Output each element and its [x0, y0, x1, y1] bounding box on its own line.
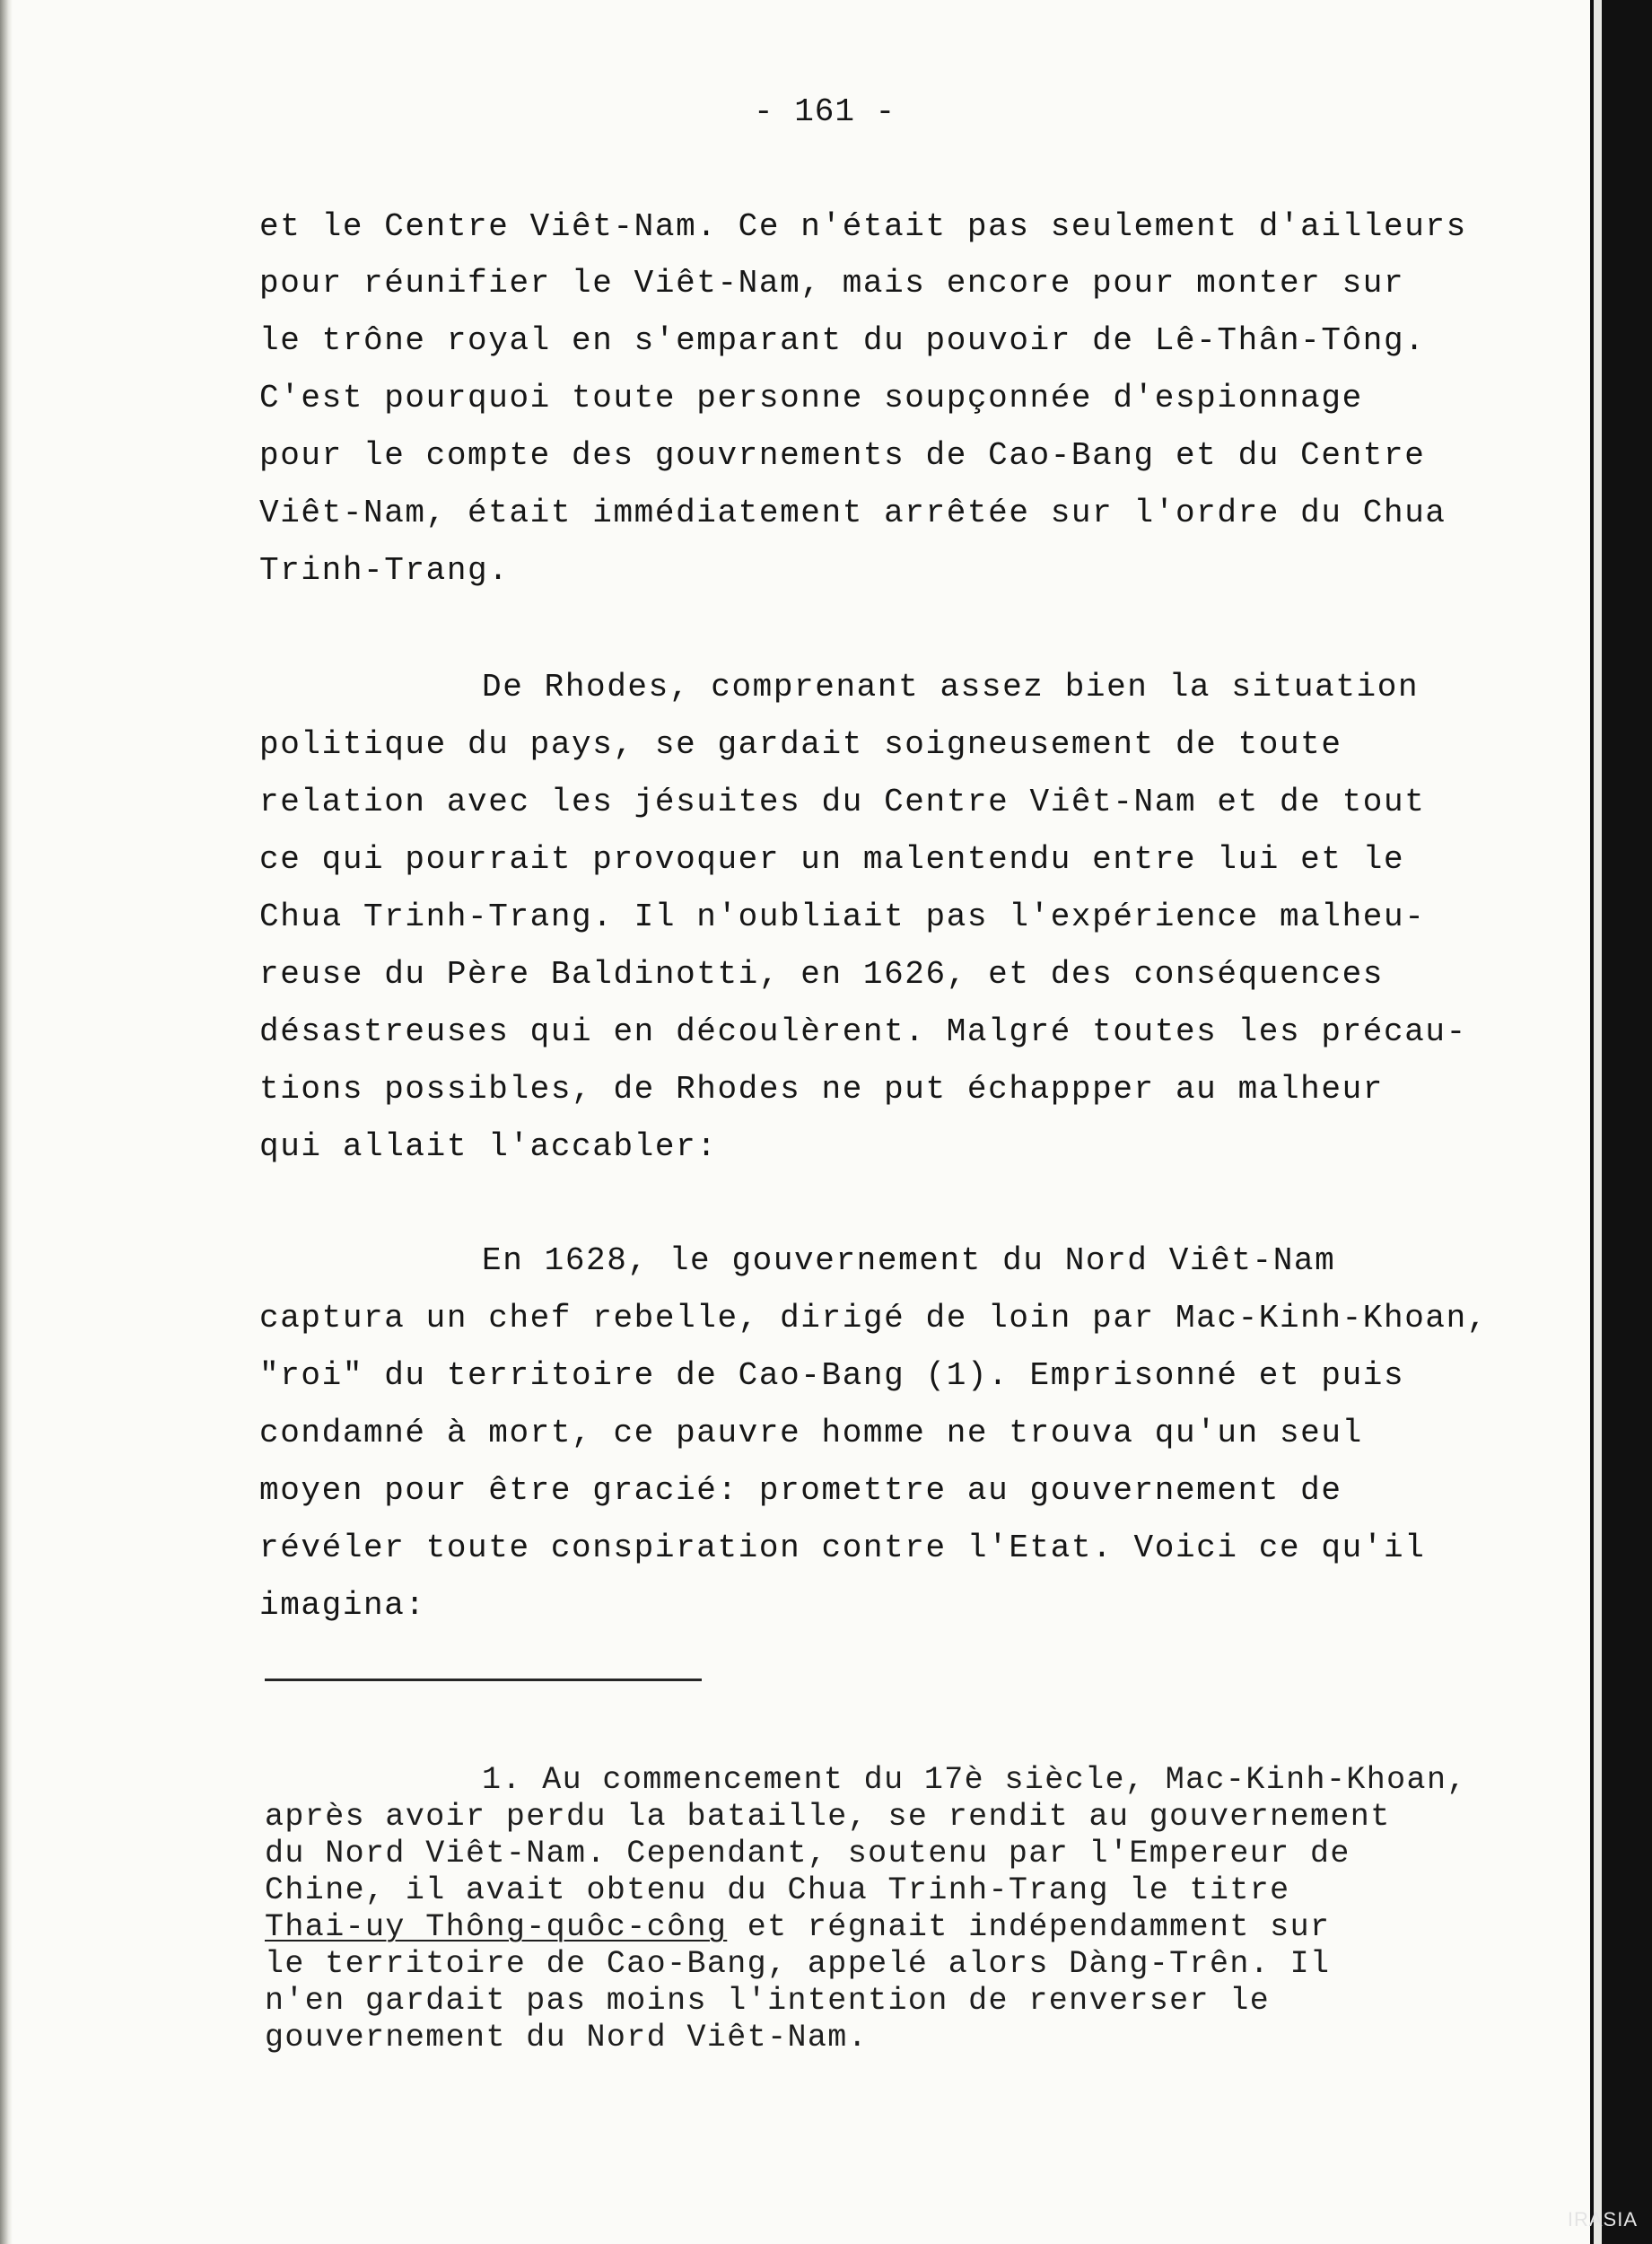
- body-line: moyen pour être gracié: promettre au gouvernement de: [259, 1472, 1342, 1509]
- footnote-line-rest: et régnait indépendamment sur: [747, 1909, 1331, 1945]
- body-line: politique du pays, se gardait soigneusement de toute: [259, 726, 1342, 763]
- body-line: condamné à mort, ce pauvre homme ne trouva qu'un seul: [259, 1415, 1363, 1451]
- body-line: le trône royal en s'emparant du pouvoir de Lê-Thân-Tông.: [259, 322, 1426, 359]
- footnote-line: [265, 1909, 1330, 1945]
- footnote-separator: [265, 1679, 702, 1681]
- body-line: qui allait l'accabler:: [259, 1128, 718, 1165]
- body-line: ce qui pourrait provoquer un malentendu entre lui et le: [259, 841, 1405, 878]
- body-line: Viêt-Nam, était immédiatement arrêtée sur l'ordre du Chua: [259, 495, 1447, 531]
- footnote-line: du Nord Viêt-Nam. Cependant, soutenu par l'Empereur de: [265, 1836, 1350, 1871]
- body-line: révéler toute conspiration contre l'Etat. Voici ce qu'il: [259, 1530, 1426, 1566]
- body-line: captura un chef rebelle, dirigé de loin par Mac-Kinh-Khoan,: [259, 1300, 1489, 1337]
- page-binding-shadow: [0, 0, 13, 2244]
- body-line: tions possibles, de Rhodes ne put échappper au malheur: [259, 1071, 1384, 1108]
- scan-edge-strip: [1594, 0, 1602, 2244]
- footnote-line: après avoir perdu la bataille, se rendit au gouvernement: [265, 1799, 1391, 1835]
- body-line: et le Centre Viêt-Nam. Ce n'était pas seulement d'ailleurs: [259, 208, 1467, 245]
- body-line: C'est pourquoi toute personne soupçonnée d'espionnage: [259, 380, 1363, 416]
- body-line: pour le compte des gouvrnements de Cao-Bang et du Centre: [259, 437, 1426, 474]
- body-line: "roi" du territoire de Cao-Bang (1). Emprisonné et puis: [259, 1357, 1405, 1394]
- body-line: imagina:: [259, 1587, 426, 1624]
- underlined-title: Thai-uy Thông-quôc-công: [265, 1909, 728, 1945]
- footnote-line: gouvernement du Nord Viêt-Nam.: [265, 2020, 869, 2056]
- body-line: pour réunifier le Viêt-Nam, mais encore pour monter sur: [259, 265, 1405, 302]
- footnote-line: le territoire de Cao-Bang, appelé alors Dàng-Trên. Il: [265, 1946, 1331, 1982]
- footnote-line: n'en gardait pas moins l'intention de renverser le: [265, 1983, 1271, 2019]
- footnote-line: 1. Au commencement du 17è siècle, Mac-Kinh-Khoan,: [482, 1762, 1467, 1798]
- body-line: relation avec les jésuites du Centre Viêt-Nam et de tout: [259, 784, 1426, 820]
- page-number: - 161 -: [754, 93, 896, 130]
- body-line: De Rhodes, comprenant assez bien la situation: [482, 669, 1420, 706]
- body-line: Trinh-Trang.: [259, 552, 510, 589]
- watermark: IRASIA: [1567, 2208, 1638, 2231]
- body-line: En 1628, le gouvernement du Nord Viêt-Nam: [482, 1242, 1336, 1279]
- footnote-line: Chine, il avait obtenu du Chua Trinh-Trang le titre: [265, 1872, 1290, 1908]
- body-line: reuse du Père Baldinotti, en 1626, et des conséquences: [259, 956, 1384, 993]
- body-line: Chua Trinh-Trang. Il n'oubliait pas l'expérience malheu-: [259, 898, 1426, 935]
- body-line: désastreuses qui en découlèrent. Malgré toutes les précau-: [259, 1013, 1467, 1050]
